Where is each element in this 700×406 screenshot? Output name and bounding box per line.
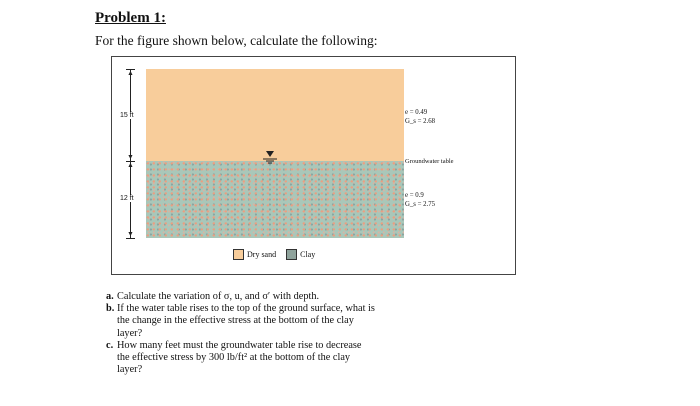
arrow-up-icon: ▲ bbox=[127, 69, 134, 77]
clay-thickness-label: 12 ft bbox=[120, 195, 134, 202]
legend-clay: Clay bbox=[300, 250, 316, 259]
figure-legend bbox=[233, 249, 315, 260]
sand-specific-gravity: G_s = 2.68 bbox=[405, 118, 436, 125]
sand-thickness-label: 15 ft bbox=[120, 112, 134, 119]
question-letter: b. bbox=[106, 303, 115, 315]
sand-void-ratio: e = 0.49 bbox=[405, 109, 428, 116]
dry-sand-swatch bbox=[233, 249, 244, 260]
question-letter: c. bbox=[106, 339, 114, 351]
question-item bbox=[106, 340, 376, 377]
question-text: Calculate the variation of σ, u, and σ′ with depth. bbox=[117, 291, 320, 302]
dry-sand-layer bbox=[146, 69, 404, 161]
question-text: How many feet must the groundwater table rise to decrease the effective stress by 300 lb/ft² at the bottom of the clay layer? bbox=[117, 339, 362, 376]
question-item bbox=[106, 291, 376, 303]
clay-swatch bbox=[286, 249, 297, 260]
arrow-down-icon: ▼ bbox=[127, 153, 134, 161]
clay-specific-gravity: G_s = 2.75 bbox=[405, 201, 436, 208]
question-list bbox=[106, 291, 376, 376]
arrow-up-icon: ▲ bbox=[127, 161, 134, 169]
question-text: If the water table rises to the top of the ground surface, what is the change in the effective stress at the bottom of the clay layer? bbox=[117, 303, 375, 339]
arrow-down-icon: ▼ bbox=[127, 230, 134, 238]
groundwater-table-label: Groundwater table bbox=[405, 158, 454, 165]
legend-dry-sand: Dry sand bbox=[247, 250, 277, 259]
dimension-tick-bottom bbox=[126, 238, 135, 239]
problem-intro: For the figure shown below, calculate the following: bbox=[95, 33, 378, 48]
clay-layer bbox=[146, 161, 404, 238]
question-letter: a. bbox=[106, 291, 114, 302]
water-table-icon bbox=[262, 150, 278, 169]
clay-void-ratio: e = 0.9 bbox=[405, 192, 424, 199]
question-item bbox=[106, 303, 376, 340]
problem-title: Problem 1: bbox=[95, 10, 166, 26]
